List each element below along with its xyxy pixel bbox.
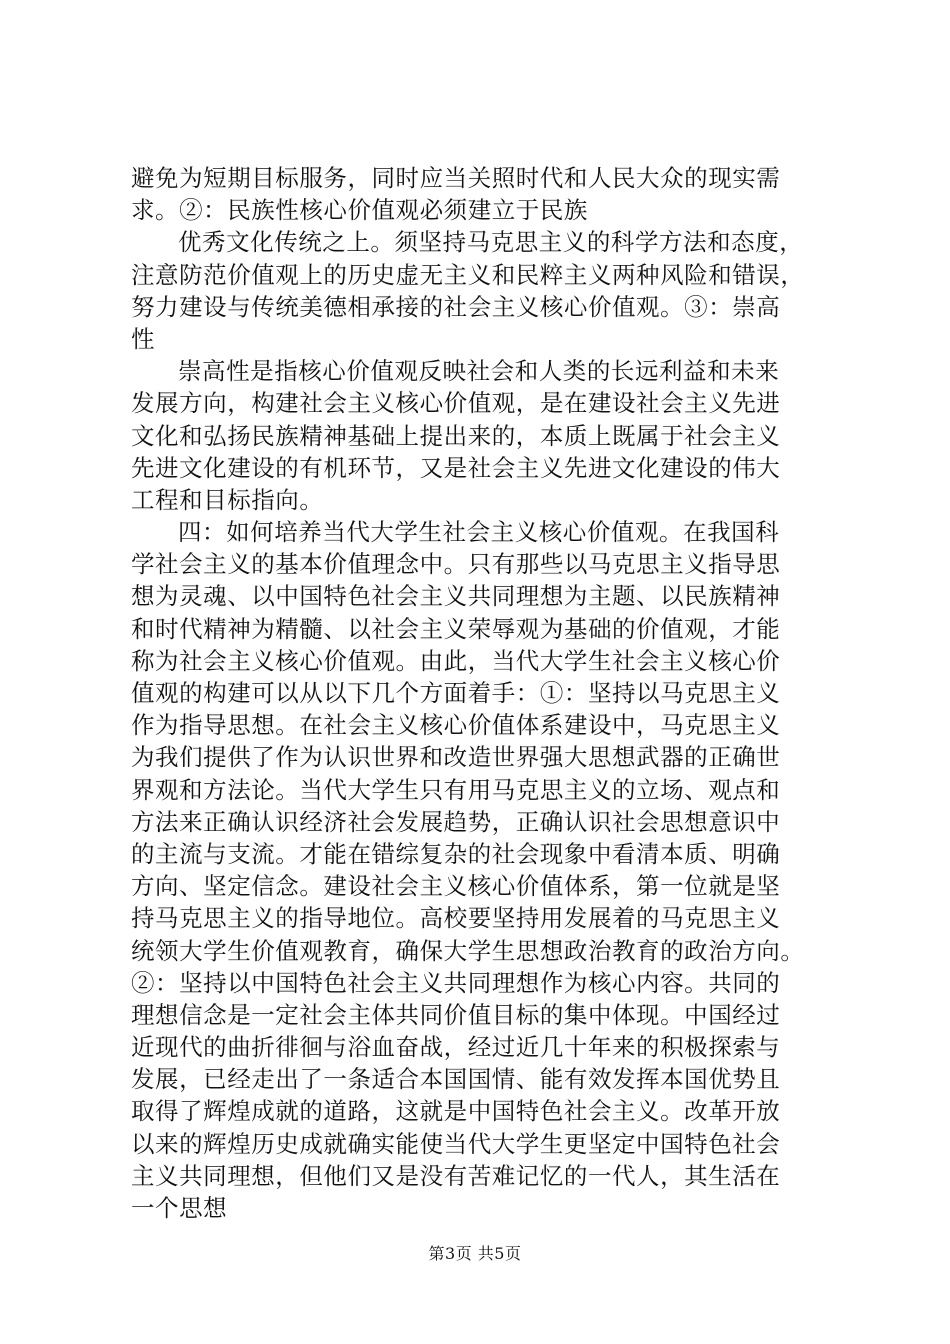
text-line: 统领大学生价值观教育，确保大学生思想政治教育的政治方向。 xyxy=(131,936,805,965)
text-line: 近现代的曲折徘徊与浴血奋战，经过近几十年来的积极探索与 xyxy=(131,1033,781,1062)
text-line: 崇高性是指核心价值观反映社会和人类的长远利益和未来 xyxy=(178,357,780,386)
text-line: 取得了辉煌成就的道路，这就是中国特色社会主义。改革开放 xyxy=(131,1097,781,1126)
text-line: 为我们提供了作为认识世界和改造世界强大思想武器的正确世 xyxy=(131,743,781,772)
text-line: 方向、坚定信念。建设社会主义核心价值体系，第一位就是坚 xyxy=(131,872,781,901)
text-line: 先进文化建设的有机环节，又是社会主义先进文化建设的伟大 xyxy=(131,453,781,482)
text-line: 一个思想 xyxy=(131,1194,228,1222)
text-line: 求。②：民族性核心价值观必须建立于民族 xyxy=(131,196,588,225)
text-line: 的主流与支流。才能在错综复杂的社会现象中看清本质、明确 xyxy=(131,839,781,868)
text-line: 主义共同理想，但他们又是没有苦难记忆的一代人，其生活在 xyxy=(131,1161,781,1190)
text-line: 避免为短期目标服务，同时应当关照时代和人民大众的现实需 xyxy=(131,164,781,192)
text-line: 注意防范价值观上的历史虚无主义和民粹主义两种风险和错误， xyxy=(131,260,805,289)
text-line: 作为指导思想。在社会主义核心价值体系建设中，马克思主义 xyxy=(131,711,781,740)
page-number: 第3页 共5页 xyxy=(428,1244,522,1263)
text-line: 努力建设与传统美德相承接的社会主义核心价值观。③：崇高 xyxy=(131,292,781,321)
text-line: 发展方向，构建社会主义核心价值观，是在建设社会主义先进 xyxy=(131,389,781,418)
text-line: 优秀文化传统之上。须坚持马克思主义的科学方法和态度， xyxy=(178,228,804,257)
text-line: 称为社会主义核心价值观。由此，当代大学生社会主义核心价 xyxy=(131,646,781,675)
text-line: 方法来正确认识经济社会发展趋势，正确认识社会思想意识中 xyxy=(131,807,781,836)
text-line: 想为灵魂、以中国特色社会主义共同理想为主题、以民族精神 xyxy=(131,582,781,611)
text-line: 发展，已经走出了一条适合本国国情、能有效发挥本国优势且 xyxy=(131,1065,781,1094)
text-line: ②：坚持以中国特色社会主义共同理想作为核心内容。共同的 xyxy=(131,968,781,997)
text-line: 和时代精神为精髓、以社会主义荣辱观为基础的价值观，才能 xyxy=(131,614,781,643)
text-line: 界观和方法论。当代大学生只有用马克思主义的立场、观点和 xyxy=(131,775,781,804)
text-line: 学社会主义的基本价值理念中。只有那些以马克思主义指导思 xyxy=(131,550,781,579)
text-line: 性 xyxy=(131,324,156,353)
text-line: 值观的构建可以从以下几个方面着手：①：坚持以马克思主义 xyxy=(131,679,781,707)
text-line: 四：如何培养当代大学生社会主义核心价值观。在我国科 xyxy=(178,518,780,547)
text-line: 以来的辉煌历史成就确实能使当代大学生更坚定中国特色社会 xyxy=(131,1129,781,1158)
text-line: 工程和目标指向。 xyxy=(131,485,324,514)
text-line: 持马克思主义的指导地位。高校要坚持用发展着的马克思主义 xyxy=(131,904,781,933)
text-line: 文化和弘扬民族精神基础上提出来的，本质上既属于社会主义 xyxy=(131,421,781,450)
body-text xyxy=(131,162,831,1224)
text-line: 理想信念是一定社会主体共同价值目标的集中体现。中国经过 xyxy=(131,1000,781,1029)
